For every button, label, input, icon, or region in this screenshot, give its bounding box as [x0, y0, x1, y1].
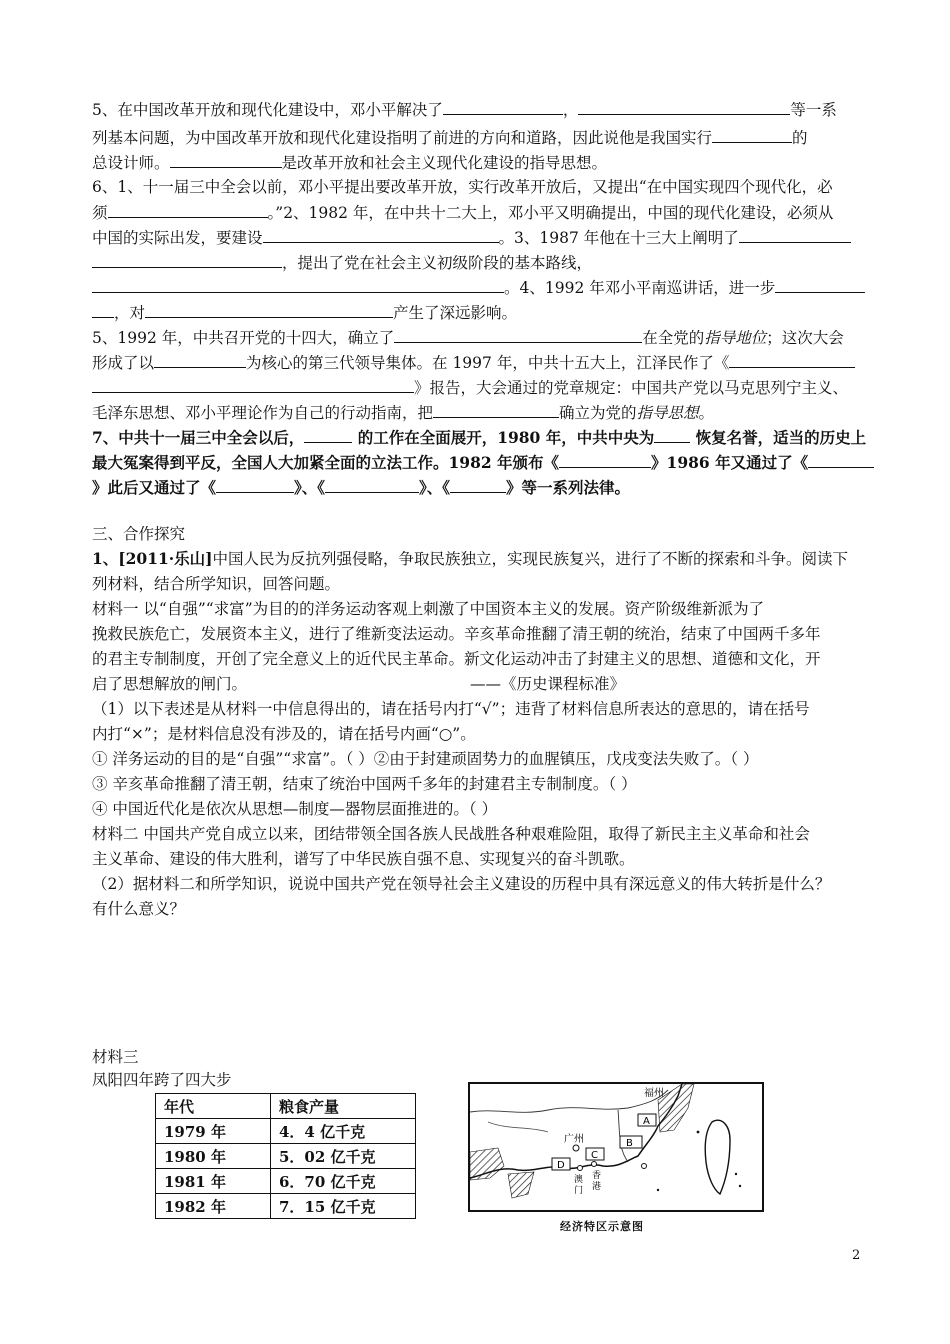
label-hongkong-2: 港 [592, 1182, 602, 1192]
label-macau-2: 门 [574, 1186, 584, 1196]
blank[interactable] [92, 300, 114, 318]
page-number: 2 [852, 1248, 861, 1263]
label-hongkong-1: 香 [592, 1171, 602, 1181]
blank[interactable] [325, 475, 419, 493]
city-marker-macau [578, 1166, 583, 1171]
s3-q1-line2: 列材料，结合所学知识，回答问题。 [92, 575, 341, 593]
table-cell: 1979 年 [156, 1119, 271, 1144]
blank[interactable] [559, 450, 651, 468]
blank[interactable] [775, 275, 865, 293]
q6-line6: ，对 产生了深远影响。 [92, 300, 862, 325]
blank[interactable] [108, 200, 268, 218]
city-marker-hongkong [592, 1162, 597, 1167]
q7-line1: 7、中共十一届三中全会以后， 的工作在全面展开，1980 年，中共中央为 恢复名誉，适当的历史上 [92, 425, 862, 450]
m1-line2: 挽救民族危亡，发展资本主义，进行了维新变法运动。辛亥革命推翻了清王朝的统治，结束了中国两千多年 [92, 625, 821, 643]
m1-line4: 启了思想解放的闸门。 ——《历史课程标准》 [92, 672, 862, 696]
blank[interactable] [729, 350, 855, 368]
q5b-line3: 》报告，大会通过的党章规定：中国共产党以马克思列宁主义、 [92, 375, 862, 400]
blank[interactable] [808, 450, 874, 468]
label-macau-1: 澳 [574, 1175, 584, 1185]
table-cell: 1980 年 [156, 1144, 271, 1169]
p2-line1: （2）据材料二和所学知识，说说中国共产党在领导社会主义建设的历程中具有深远意义的伟大转折是什么？ [92, 875, 831, 893]
table-cell: 6．70 亿千克 [271, 1169, 416, 1194]
q5b-line1: 5、1992 年，中共召开党的十四大，确立了 在全党的指导地位；这次大会 [92, 325, 862, 350]
label-fuzhou: 福州 [644, 1088, 664, 1099]
table-row [156, 1119, 416, 1144]
s3-q1-line1: 1、[2011·乐山]中国人民为反抗列强侵略，争取民族独立，实现民族复兴，进行了不断的探索和斗争。阅读下 [92, 549, 849, 568]
option-4: ④ 中国近代化是依次从思想—制度—器物层面推进的。（ ） [92, 800, 498, 818]
q6-line4: ，提出了党在社会主义初级阶段的基本路线， [92, 250, 862, 275]
blank[interactable] [712, 125, 792, 143]
table-row [156, 1144, 416, 1169]
blank[interactable] [145, 300, 393, 318]
island [739, 1185, 741, 1187]
option-3: ③ 辛亥革命推翻了清王朝，结束了统治中国两千多年的封建君主专制制度。（ ） [92, 775, 637, 793]
blank[interactable] [92, 250, 282, 268]
blank[interactable] [433, 400, 559, 418]
m3-title: 材料三 [92, 1048, 139, 1066]
island [697, 1131, 700, 1134]
blank[interactable] [739, 225, 851, 243]
blank[interactable] [154, 350, 246, 368]
blank[interactable] [263, 225, 499, 243]
table-row [156, 1169, 416, 1194]
city-marker-guangzhou [573, 1145, 579, 1151]
blank[interactable] [304, 425, 352, 443]
m2-line2: 主义革命、建设的伟大胜利，谱写了中华民族自强不息、实现复兴的奋斗凯歌。 [92, 850, 635, 868]
p1-line1: （1）以下表述是从材料一中信息得出的，请在括号内打“√”；违背了材料信息所表达的意思的，请在括号 [92, 700, 810, 718]
island [735, 1173, 737, 1175]
blank[interactable] [450, 475, 506, 493]
blank[interactable] [578, 97, 790, 115]
zone-label-d: D [557, 1160, 565, 1171]
q6-line1: 6、1、十一届三中全会以前，邓小平提出要改革开放，实行改革开放后，又提出“在中国实现四个现代化，必 [92, 178, 833, 196]
island [657, 1189, 659, 1191]
blank[interactable] [443, 97, 563, 115]
m1-source: ——《历史课程标准》 [470, 675, 626, 693]
table-cell: 1981 年 [156, 1169, 271, 1194]
q5a-line2: 列基本问题，为中国改革开放和现代化建设指明了前进的方向和道路，因此说他是我国实行 的 [92, 125, 862, 150]
table-cell: 5．02 亿千克 [271, 1144, 416, 1169]
city-marker-shantou [642, 1164, 647, 1169]
blank[interactable] [394, 325, 642, 343]
table-cell: 4．4 亿千克 [271, 1119, 416, 1144]
zone-label-b: B [626, 1138, 633, 1149]
blank[interactable] [92, 275, 504, 293]
q5a-line3: 总设计师。 是改革开放和社会主义现代化建设的指导思想。 [92, 150, 862, 175]
table-header: 粮食产量 [271, 1094, 416, 1119]
p1-line2: 内打“×”；是材料信息没有涉及的，请在括号内画“○”。 [92, 725, 476, 743]
zone-label-c: C [591, 1150, 598, 1161]
table-cell: 1982 年 [156, 1194, 271, 1219]
q7-line3: 》此后又通过了《 》、《 》、《 》等一系列法律。 [92, 475, 862, 500]
q6-line3: 中国的实际出发，要建设 。3、1987 年他在十三大上阐明了 [92, 225, 862, 250]
table-cell: 7．15 亿千克 [271, 1194, 416, 1219]
q6-line2: 须 。”2、1982 年，在中共十二大上，邓小平又明确提出，中国的现代化建设，必须从 [92, 200, 862, 225]
blank[interactable] [92, 375, 414, 393]
section-title: 三、合作探究 [92, 525, 186, 543]
q7-line2: 最大冤案得到平反，全国人大加紧全面的立法工作。1982 年颁布《 》1986 年又通过了《 [92, 450, 862, 475]
q5a-line1: 5、在中国改革开放和现代化建设中，邓小平解决了 ， 等一系 [92, 97, 862, 122]
m1-line1: 材料一 以“自强”“求富”为目的的洋务运动客观上刺激了中国资本主义的发展。资产阶级维新派为了 [92, 600, 765, 618]
p2-line2: 有什么意义？ [92, 900, 186, 918]
m3-subtitle: 凤阳四年跨了四大步 [92, 1071, 232, 1089]
grain-output-table [155, 1093, 416, 1219]
blank[interactable] [216, 475, 294, 493]
blank[interactable] [654, 425, 690, 443]
table-header: 年代 [156, 1094, 271, 1119]
blank[interactable] [170, 150, 282, 168]
table-row [156, 1194, 416, 1219]
m2-line1: 材料二 中国共产党自成立以来，团结带领全国各族人民战胜各种艰难险阻，取得了新民主主义革命和社会 [92, 825, 810, 843]
q5b-line4: 毛泽东思想、邓小平理论作为自己的行动指南，把 确立为党的指导思想。 [92, 400, 862, 425]
q6-line5: 。4、1992 年邓小平南巡讲话，进一步 [92, 275, 862, 300]
q5b-line2: 形成了以 为核心的第三代领导集体。在 1997 年，中共十五大上，江泽民作了《 [92, 350, 862, 375]
zone-label-a: A [643, 1116, 650, 1127]
sez-map [468, 1082, 764, 1212]
option-1-2: ① 洋务运动的目的是“自强”“求富”。（ ）②由于封建顽固势力的血腥镇压，戊戌变法失败了。（ ） [92, 750, 759, 768]
m1-line3: 的君主专制制度，开创了完全意义上的近代民主革命。新文化运动冲击了封建主义的思想、道德和文化，开 [92, 650, 821, 668]
map-caption: 经济特区示意图 [560, 1220, 644, 1233]
label-guangzhou: 广州 [564, 1134, 584, 1145]
table-header-row [156, 1094, 416, 1119]
